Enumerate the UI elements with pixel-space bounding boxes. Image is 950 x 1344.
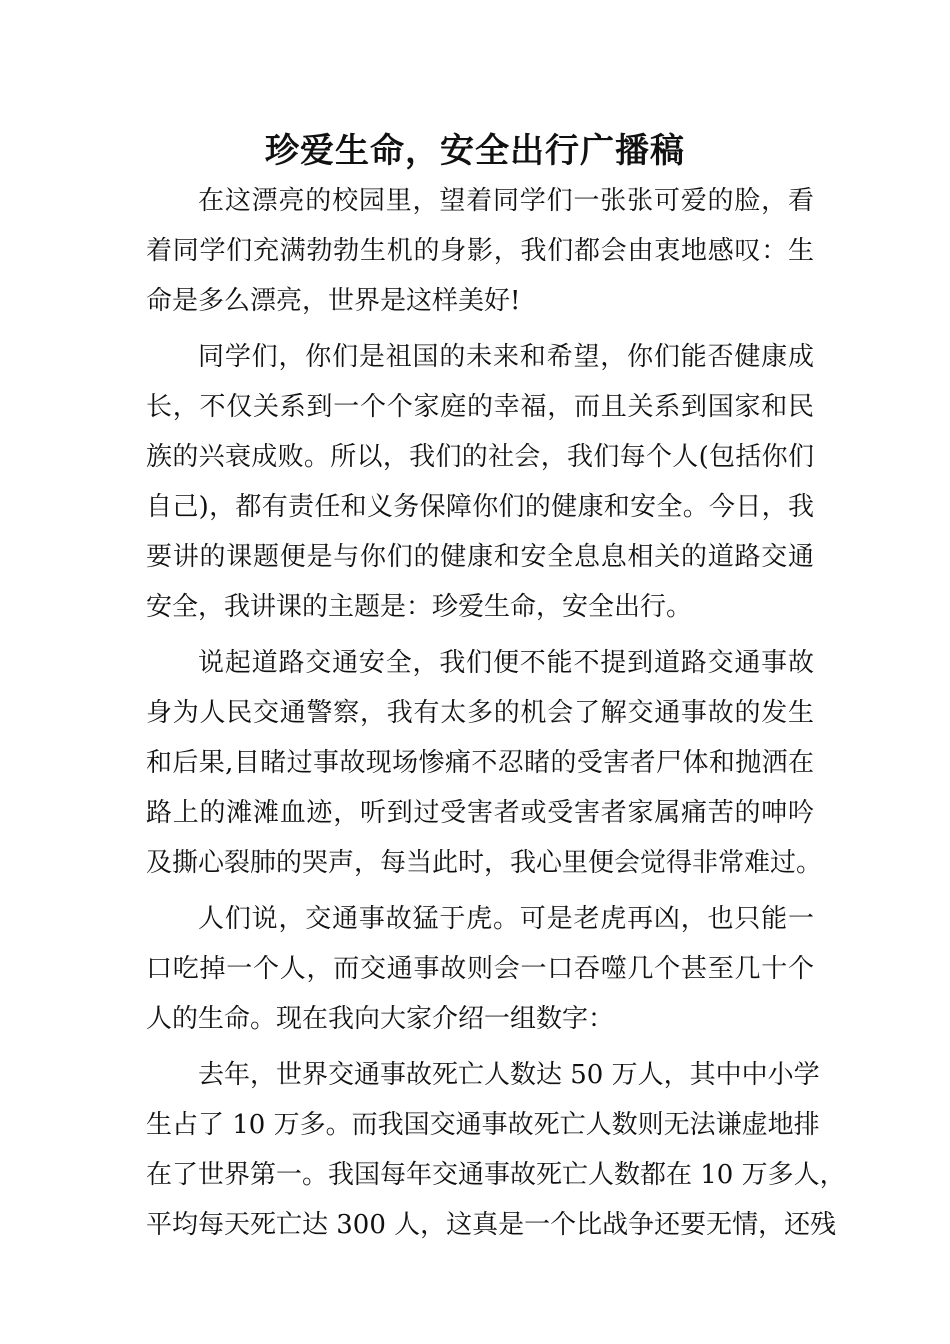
paragraph-3 <box>146 638 823 888</box>
text-line: 同学们，你们是祖国的未来和希望，你们能否健康成 <box>198 342 814 372</box>
text-line: 安全，我讲课的主题是：珍爱生命，安全出行。 <box>146 592 693 622</box>
text-line: 在了世界第一。我国每年交通事故死亡人数都在 10 万多人， <box>146 1160 846 1190</box>
document-body <box>146 176 846 1256</box>
document-title: 珍爱生命，安全出行广播稿 <box>265 131 685 171</box>
text-line: 命是多么漂亮，世界是这样美好! <box>146 286 521 316</box>
text-line: 人的生命。现在我向大家介绍一组数字： <box>146 1004 615 1034</box>
text-line: 人们说，交通事故猛于虎。可是老虎再凶，也只能一 <box>198 904 814 934</box>
text-line: 和后果,目睹过事故现场惨痛不忍睹的受害者尸体和抛洒在 <box>146 748 814 778</box>
paragraph-2 <box>146 332 814 632</box>
text-line: 自己)，都有责任和义务保障你们的健康和安全。今日，我 <box>146 492 814 522</box>
paragraph-1 <box>146 176 814 326</box>
paragraph-4 <box>146 894 814 1044</box>
text-line: 及撕心裂肺的哭声，每当此时，我心里便会觉得非常难过。 <box>146 848 823 878</box>
text-line: 去年，世界交通事故死亡人数达 50 万人，其中中小学 <box>198 1060 820 1090</box>
text-line: 长，不仅关系到一个个家庭的幸福，而且关系到国家和民 <box>146 392 814 422</box>
text-line: 路上的滩滩血迹，听到过受害者或受害者家属痛苦的呻吟 <box>146 798 814 828</box>
text-line: 身为人民交通警察，我有太多的机会了解交通事故的发生 <box>146 698 814 728</box>
text-line: 族的兴衰成败。所以，我们的社会，我们每个人(包括你们 <box>146 442 814 472</box>
text-line: 口吃掉一个人，而交通事故则会一口吞噬几个甚至几十个 <box>146 954 814 984</box>
text-line: 说起道路交通安全，我们便不能不提到道路交通事故 <box>198 648 814 678</box>
text-line: 着同学们充满勃勃生机的身影，我们都会由衷地感叹：生 <box>146 236 814 266</box>
text-line: 生占了 10 万多。而我国交通事故死亡人数则无法谦虚地排 <box>146 1110 820 1140</box>
text-line: 要讲的课题便是与你们的健康和安全息息相关的道路交通 <box>146 542 814 572</box>
paragraph-5 <box>146 1050 846 1250</box>
text-line: 在这漂亮的校园里，望着同学们一张张可爱的脸，看 <box>198 186 814 216</box>
text-line: 平均每天死亡达 300 人，这真是一个比战争还要无情，还残 <box>146 1210 837 1240</box>
